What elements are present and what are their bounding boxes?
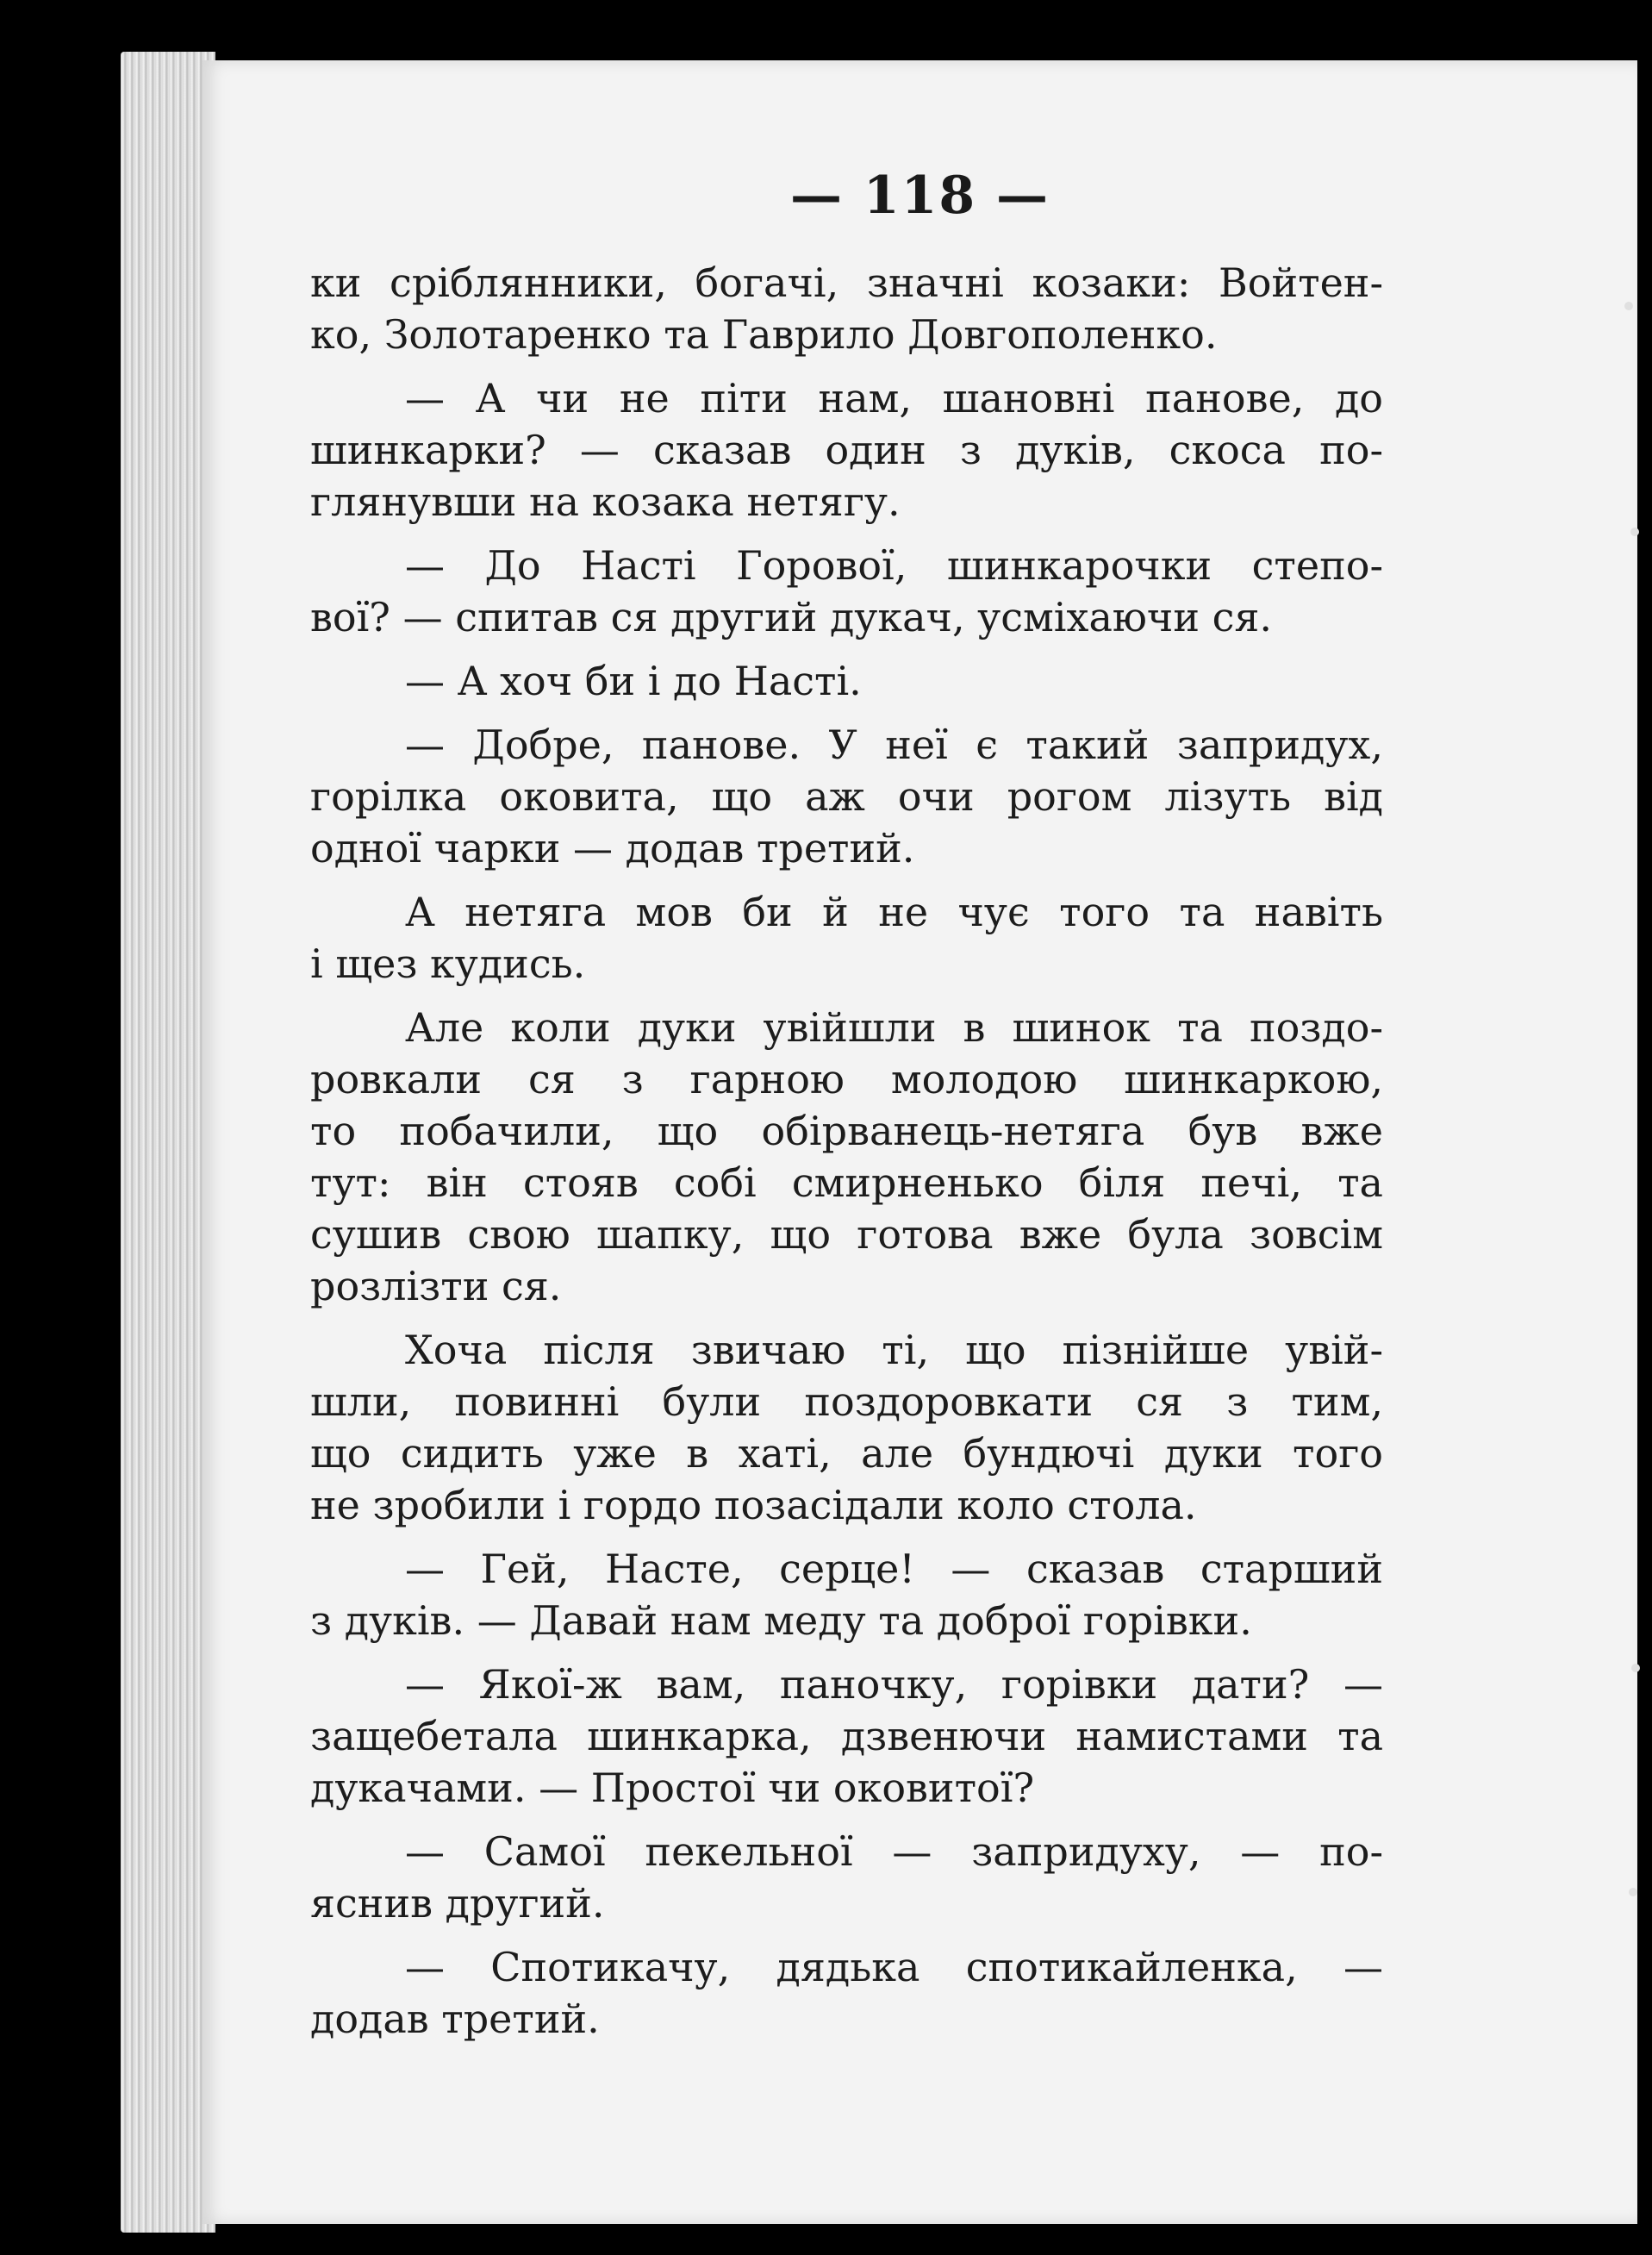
paragraph (310, 1826, 1383, 1929)
page-text (310, 257, 1383, 2045)
paragraph (310, 1941, 1383, 2045)
text-line: ки сріблянники, богачі, значні козаки: Войтен- (310, 259, 1383, 306)
text-line: і щез кудись. (310, 940, 586, 987)
scan-speck (1629, 1888, 1637, 1896)
text-line: горілка оковита, що аж очи рогом лізуть від (310, 773, 1383, 820)
text-line: одної чарки — додав третий. (310, 825, 915, 871)
text-line: додав третий. (310, 1996, 600, 2042)
text-line: шинкарки? — сказав один з дуків, скоса по- (310, 427, 1383, 473)
text-line: — Якої-ж вам, паночку, горівки дати? — (405, 1661, 1383, 1708)
text-line: тут: він стояв собі смирненько біля печі, та (310, 1159, 1383, 1206)
text-line: яснив другий. (310, 1880, 605, 1927)
text-line: — Добре, панове. У неї є такий запридух, (405, 721, 1383, 768)
text-line: — Спотикачу, дядька спотикайленка, — (405, 1944, 1383, 1990)
paragraph (310, 540, 1383, 643)
text-line: то побачили, що обірванець-нетяга був вже (310, 1108, 1383, 1154)
text-line: ко, Золотаренко та Гаврило Довгополенко. (310, 311, 1218, 358)
text-line: А нетяга мов би й не чує того та навіть (405, 889, 1383, 935)
paragraph (310, 372, 1383, 528)
text-line: що сидить уже в хаті, але бундючі дуки того (310, 1430, 1383, 1477)
paragraph (310, 1658, 1383, 1814)
scan-speck (1624, 302, 1633, 310)
text-line: защебетала шинкарка, дзвенючи намистами та (310, 1713, 1383, 1759)
text-line: Хоча після звичаю ті, що пізнійше увій- (405, 1327, 1383, 1373)
text-line: — Гей, Насте, серце! — сказав старший (405, 1546, 1383, 1592)
scan-speck (1631, 1664, 1640, 1672)
paragraph (310, 655, 1383, 707)
text-line: розлізти ся. (310, 1263, 562, 1309)
text-line: дукачами. — Простої чи оковитої? (310, 1765, 1035, 1811)
text-line: глянувши на козака нетягу. (310, 478, 901, 525)
text-line: з дуків. — Давай нам меду та доброї горівки. (310, 1597, 1252, 1644)
paragraph (310, 886, 1383, 990)
text-line: шли, повинні були поздоровкати ся з тим, (310, 1378, 1383, 1425)
text-line: сушив свою шапку, що готова вже була зовсім (310, 1211, 1383, 1258)
scan-speck (1630, 528, 1639, 536)
paragraph (310, 1324, 1383, 1531)
book-page-edges (121, 52, 215, 2233)
book-page (203, 60, 1637, 2224)
text-line: — А хоч би і до Насті. (405, 658, 862, 704)
text-line: Але коли дуки увійшли в шинок та поздо- (405, 1004, 1383, 1051)
paragraph (310, 1543, 1383, 1646)
paragraph (310, 1002, 1383, 1312)
paragraph (310, 257, 1383, 360)
text-line: — Самої пекельної — запридуху, — по- (405, 1828, 1383, 1875)
text-line: ровкали ся з гарною молодою шинкаркою, (310, 1056, 1383, 1103)
text-line: не зробили і гордо позасідали коло стола. (310, 1482, 1197, 1528)
text-line: вої? — спитав ся другий дукач, усміхаючи ся. (310, 594, 1273, 640)
text-line: — А чи не піти нам, шановні панове, до (405, 375, 1383, 422)
text-line: — До Насті Горової, шинкарочки степо- (405, 542, 1383, 589)
paragraph (310, 719, 1383, 874)
page-number: — 118 — (789, 166, 1050, 226)
